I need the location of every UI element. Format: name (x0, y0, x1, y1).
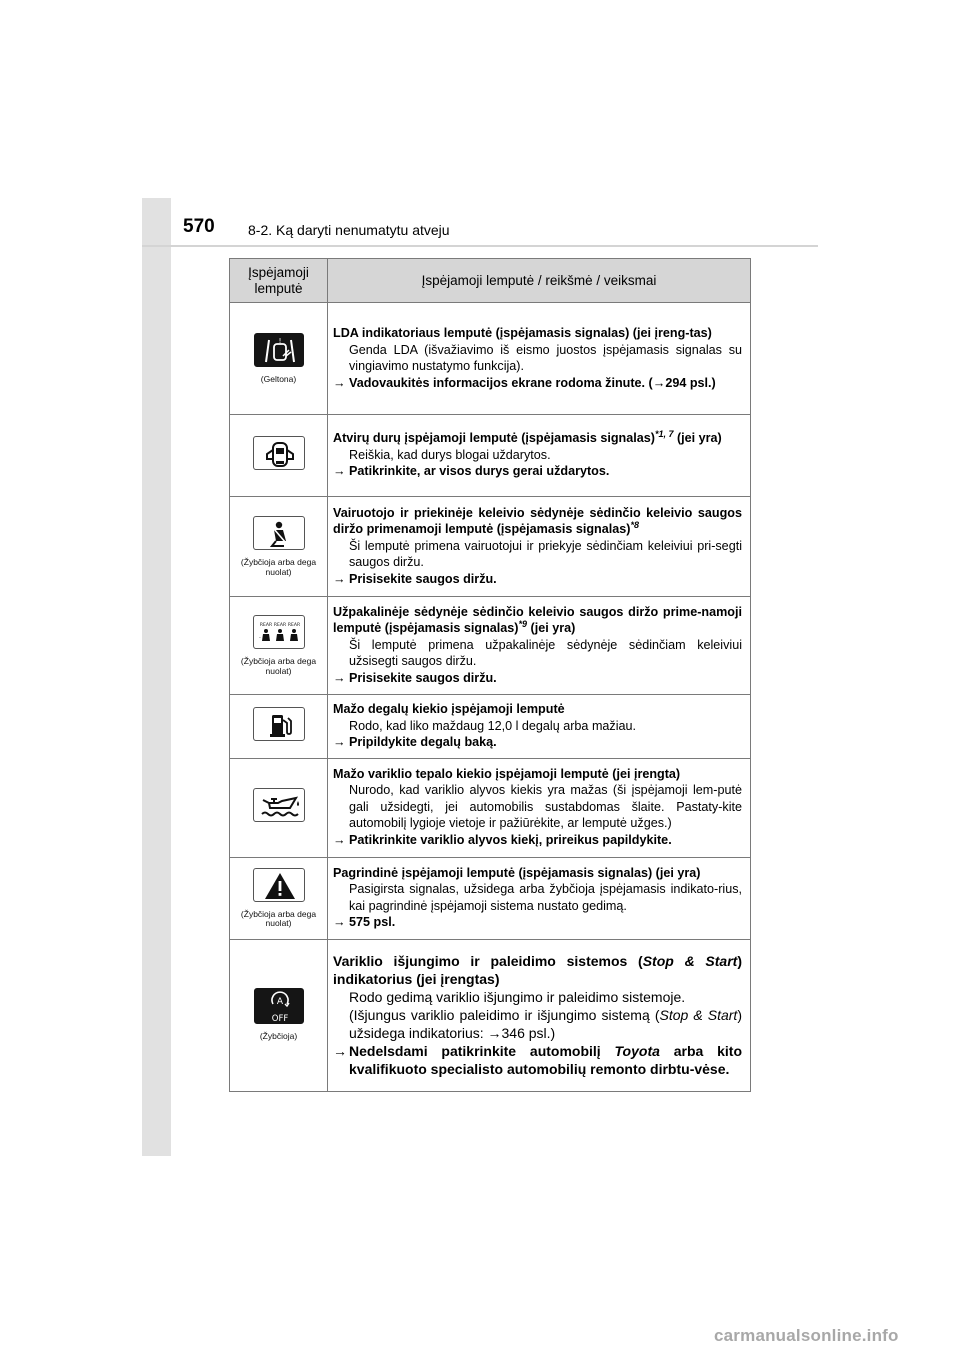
stop-start-off-icon (254, 988, 304, 1024)
description-cell (328, 939, 751, 1091)
row-title: Variklio išjungimo ir paleidimo sistemos (Stop & Start) indikatorius (jei įrengtas) (333, 952, 743, 987)
icon-note: (Žybčioja) (259, 1031, 298, 1042)
row-title: Mažo variklio tepalo kiekio įspėjamoji lemputė (jei įrengta) (333, 766, 681, 781)
watermark: carmanualsonline.info (714, 1326, 899, 1345)
icon-cell (230, 695, 328, 759)
svg-text:!: ! (278, 336, 281, 345)
arrow-icon: → (333, 571, 346, 586)
section-title: 8-2. Ką daryti nenumatytu atveju (248, 222, 450, 238)
icon-cell (230, 597, 328, 695)
row-title: Pagrindinė įspėjamoji lemputė (įspėjamasis signalas) (jei yra) (333, 865, 701, 880)
row-title: Užpakalinėje sėdynėje sėdinčio keleivio saugos diržo prime-namoji lemputė (įspėjamasis signalas)$^{*9}$ (jei yra) (333, 604, 742, 636)
row-action: → Pripildykite degalų baką. (333, 735, 497, 749)
row-action: → Patikrinkite variklio alyvos kiekį, prireikus papildykite. (333, 832, 672, 847)
seatbelt-front-icon (253, 516, 305, 550)
table-row (230, 857, 751, 939)
description-cell (328, 497, 751, 597)
table-row (230, 303, 751, 415)
row-title: Vairuotojo ir priekinėje keleivio sėdynėje sėdinčio keleivio saugos diržo primenamoji lemputė (įspėjamasis signalas)$^{*8}$ (333, 505, 742, 537)
table-row (230, 758, 751, 857)
row-description: Nurodo, kad variklio alyvos kiekis yra mažas (ši įspėjamoji lem-putė gali užsidegti, jei automobilis sustabdomas šlaite. Pastaty-kite automobilį lygioje vietoje ir pažiūrėkite, ar lemputė užges.) (349, 783, 742, 831)
table-row (230, 497, 751, 597)
description-cell (328, 695, 751, 759)
table-header-row (230, 259, 751, 303)
row-description: Genda LDA (išvažiavimo iš eismo juostos įspėjamasis signalas su vingiavimo nustatymo funkcija). (349, 342, 742, 373)
row-action: → Nedelsdami patikrinkite automobilį Toyota arba kito kvalifikuoto specialisto automobilių remonto dirbtu-vėse. (333, 1042, 742, 1077)
row-title: LDA indikatoriaus lemputė (įspėjamasis signalas) (jei įreng-tas) (333, 326, 712, 340)
open-door-icon (253, 436, 305, 470)
row-description: Ši lemputė primena vairuotojui ir priekyje sėdinčiam keleiviui pri-segti saugos diržu. (349, 538, 742, 570)
header-rule (142, 245, 818, 247)
table-row (230, 939, 751, 1091)
description-cell (328, 758, 751, 857)
side-tab-bar (142, 198, 171, 1156)
svg-text:REAR: REAR (273, 623, 286, 628)
arrow-icon: → (333, 915, 346, 929)
icon-note: (Žybčioja arba dega nuolat) (240, 656, 317, 676)
icon-cell (230, 939, 328, 1091)
arrow-icon: → (333, 375, 346, 390)
header-description-column: Įspėjamoji lemputė / reikšmė / veiksmai (328, 259, 751, 303)
arrow-icon: → (333, 670, 346, 685)
icon-cell (230, 758, 328, 857)
row-action: → Vadovaukitės informacijos ekrane rodoma žinute. (→294 psl.) (333, 375, 716, 390)
icon-note: (Žybčioja arba dega nuolat) (240, 557, 317, 577)
row-action: → 575 psl. (333, 915, 396, 929)
svg-text:A: A (276, 997, 283, 1008)
icon-cell (230, 857, 328, 939)
row-description: Ši lemputė primena užpakalinėje sėdynėje sėdinčiam keleiviui užsisegti saugos diržu. (349, 637, 742, 669)
description-cell (328, 415, 751, 497)
svg-text:·: · (258, 635, 261, 642)
arrow-icon: → (333, 464, 346, 479)
svg-text:REAR: REAR (287, 623, 300, 628)
page-number: 570 (183, 216, 215, 237)
icon-note: (Geltona) (260, 373, 297, 384)
description-cell (328, 857, 751, 939)
table-row (230, 695, 751, 759)
oil-level-icon (253, 788, 305, 822)
warning-lights-table (229, 258, 751, 1092)
row-action: → Prisisekite saugos diržu. (333, 571, 497, 586)
arrow-icon: → (333, 1042, 347, 1059)
description-cell (328, 303, 751, 415)
header-icon-column: Įspėjamoji lemputė (230, 259, 328, 303)
row-action: → Prisisekite saugos diržu. (333, 670, 497, 685)
arrow-icon: → (333, 735, 346, 749)
fuel-pump-icon (253, 707, 305, 741)
row-description-note: (Išjungus variklio paleidimo ir išjungimo sistemą (Stop & Start) užsidega indikatorius: →346 psl.) (349, 1006, 742, 1041)
row-description: Pasigirsta signalas, užsidega arba žybčioja įspėjamasis indikato-rius, kai pagrindinė įspėjamoji sistema nustato gedimą. (349, 882, 742, 913)
lda-warning-icon (254, 333, 304, 367)
arrow-icon: → (333, 832, 346, 847)
svg-text:REAR: REAR (259, 623, 272, 628)
row-action: → Patikrinkite, ar visos durys gerai uždarytos. (333, 464, 610, 479)
off-label: OFF (271, 1014, 288, 1025)
icon-cell (230, 497, 328, 597)
row-description: Reiškia, kad durys blogai uždarytos. (349, 447, 551, 462)
icon-cell (230, 415, 328, 497)
row-title: Atvirų durų įspėjamoji lemputė (įspėjamasis signalas)$^{*1, 7}$ (jei yra) (333, 429, 722, 446)
icon-note: (Žybčioja arba dega nuolat) (240, 908, 317, 928)
seatbelt-rear-icon (253, 615, 305, 649)
row-description: Rodo gedimą variklio išjungimo ir paleidimo sistemoje. (349, 988, 686, 1005)
table-row (230, 415, 751, 497)
description-cell (328, 597, 751, 695)
icon-cell (230, 303, 328, 415)
row-description: Rodo, kad liko maždaug 12,0 l degalų arba mažiau. (349, 718, 637, 733)
master-warning-icon (253, 868, 305, 902)
row-title: Mažo degalų kiekio įspėjamoji lemputė (333, 702, 565, 716)
table-row (230, 597, 751, 695)
